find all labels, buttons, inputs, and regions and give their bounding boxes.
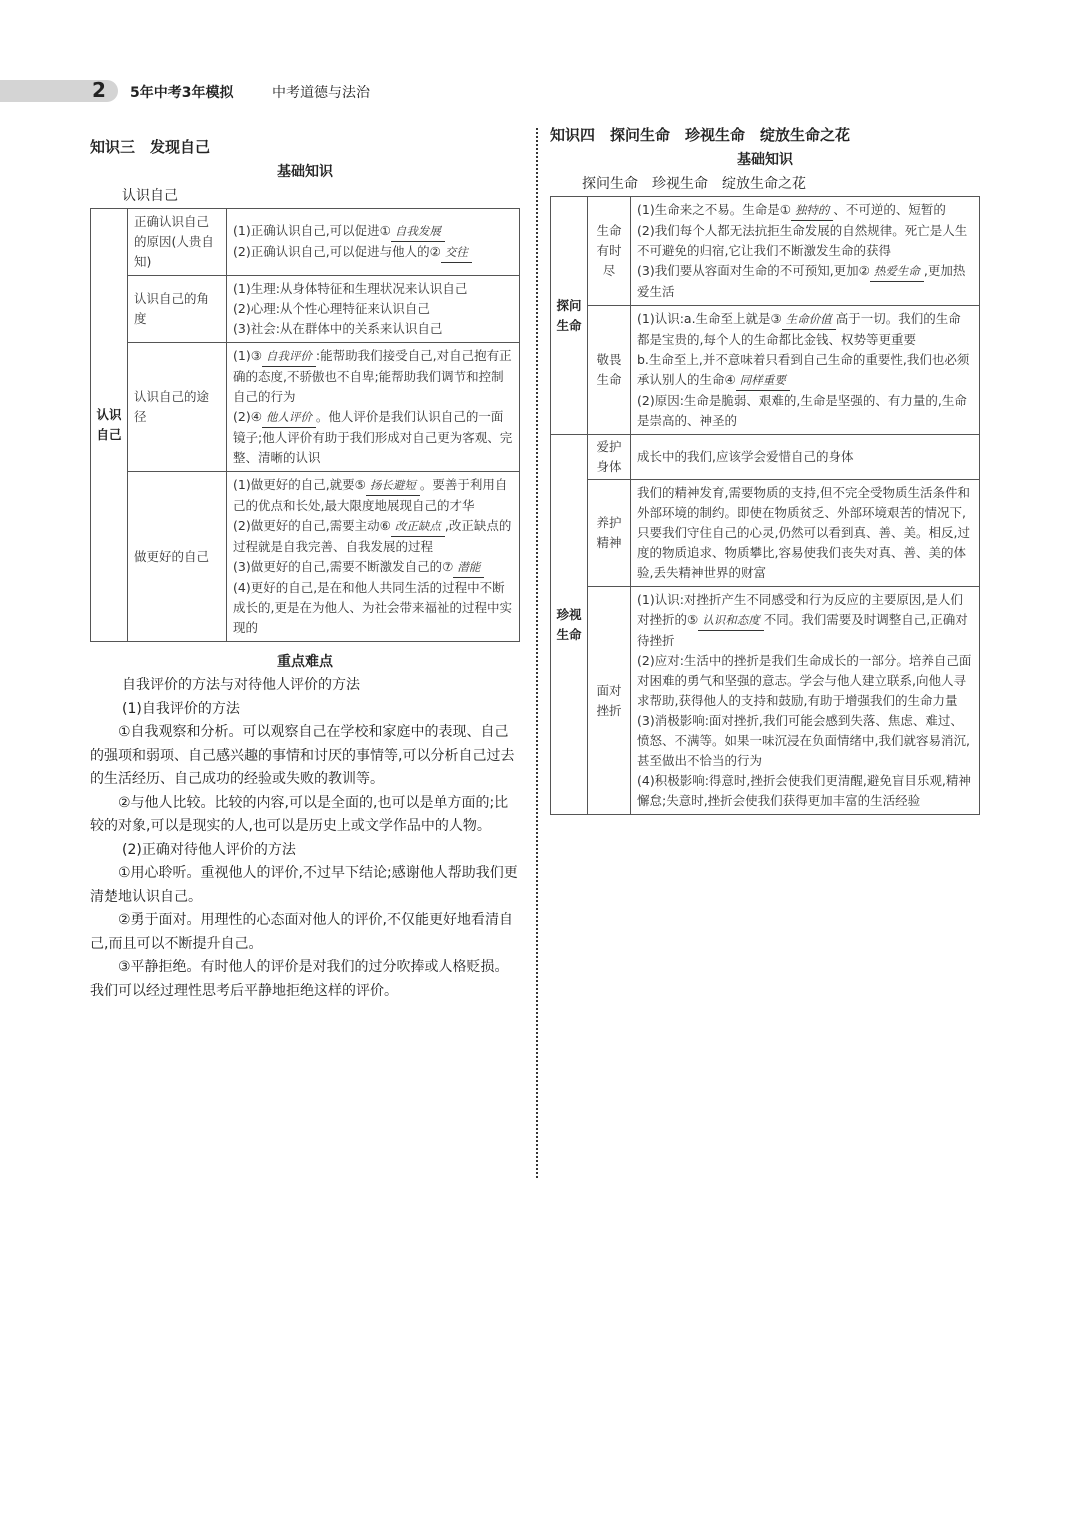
row-topic: 面对挫折 [588,587,631,815]
table-line [637,483,973,583]
line-text: (2)心理:从个性心理特征来认识自己 [233,301,430,316]
row-topic: 敬畏生命 [588,306,631,435]
paragraph: 自我评价的方法与对待他人评价的方法 [122,677,360,693]
line-text: :能帮助我们接受自己,对自己抱有正确的态度,不骄傲也不自卑;能帮助我们调节和控制自己的行为 [233,348,512,404]
table-line [233,557,513,578]
row-topic: 正确认识自己的原因(人贵自知) [128,209,227,276]
row-content [227,472,520,642]
row-content [631,435,980,480]
table-row [91,276,520,343]
table-line [637,447,973,467]
answer-blank: 自我发展 [391,221,445,242]
table-row [551,435,980,480]
line-text: (2)④ [233,409,262,424]
table-line [233,407,513,468]
row-topic: 认识自己的途径 [128,343,227,472]
row-content [631,306,980,435]
knowledge-table [550,196,980,815]
line-text: (4)积极影响:得意时,挫折会使我们更清醒,避免盲目乐观,精神懈怠;失意时,挫折会使我们获得更加丰富的生活经验 [637,773,971,808]
knowledge-table [90,208,520,642]
line-text: (1)做更好的自己,就要⑤ [233,477,366,492]
table-row [551,587,980,815]
table-line [637,711,973,771]
row-content [227,343,520,472]
table-line [233,578,513,638]
answer-blank: 热爱生命 [870,261,924,282]
answer-blank: 交往 [441,242,472,263]
table-line [637,200,973,221]
line-text: 高于一切。我们的生命都是宝贵的,每个人的生命都比金钱、权势等更重要 [637,311,961,347]
line-text: (3)做更好的自己,需要不断激发自己的⑦ [233,559,454,574]
line-text: (1)生理:从身体特征和生理状况来认识自己 [233,281,468,296]
line-text: 。他人评价是我们认识自己的一面镜子;他人评价有助于我们形成对自己更为客观、完整、清晰的认识 [233,409,513,465]
line-text: 、不可逆的、短暂的 [833,202,946,217]
paragraph: (2)正确对待他人评价的方法 [122,841,296,858]
table-line [637,350,973,391]
table-line [233,516,513,557]
line-text: (3)社会:从在群体中的关系来认识自己 [233,321,443,336]
section-title: 知识四 探问生命 珍视生命 绽放生命之花 [550,126,851,144]
answer-blank: 潜能 [453,557,484,578]
topic-intro: 认识自己 [122,188,178,204]
paragraph: ①自我观察和分析。可以观察自己在学校和家庭中的表现、自己的强项和弱项、自己感兴趣的事情和讨厌的事情等,可以分析自己过去的生活经历、自己成功的经验或失败的教训等。 [90,724,515,787]
basic-knowledge-title: 基础知识 [277,164,333,180]
line-text: (3)消极影响:面对挫折,我们可能会感到失落、焦虑、难过、愤怒、不满等。如果一味沉浸在负面情绪中,我们就容易消沉,甚至做出不恰当的行为 [637,713,970,768]
topic-intro: 探问生命 珍视生命 绽放生命之花 [582,176,806,192]
line-text: (1)生命来之不易。生命是① [637,202,791,217]
group-label: 探问生命 [551,197,588,435]
table-line [637,221,973,261]
line-text: (1)认识:a.生命至上就是③ [637,311,782,326]
row-topic: 认识自己的角度 [128,276,227,343]
answer-blank: 改正缺点 [391,516,445,537]
row-content [227,276,520,343]
row-content [631,197,980,306]
group-label: 认识自己 [91,209,128,642]
table-line [233,475,513,516]
answer-blank: 独特的 [791,200,834,221]
table-line [233,242,513,263]
table-line [233,299,513,319]
table-row [91,472,520,642]
answer-blank: 认识和态度 [698,610,764,631]
line-text: (1)③ [233,348,262,363]
line-text: 。要善于利用自己的优点和长处,最大限度地展现自己的才华 [233,477,508,513]
paragraph: ②勇于面对。用理性的心态面对他人的评价,不仅能更好地看清自己,而且可以不断提升自己。 [90,912,513,952]
row-content [227,209,520,276]
table-row [91,343,520,472]
line-text: (1)正确认识自己,可以促进① [233,223,391,238]
answer-blank: 生命价值 [782,309,836,330]
row-topic: 做更好的自己 [128,472,227,642]
paragraph: (1)自我评价的方法 [122,700,240,717]
table-line [637,309,973,350]
table-line [233,346,513,407]
table-line [637,771,973,811]
table-line [233,319,513,339]
left-column [90,134,520,1003]
table-line [233,221,513,242]
table-line [637,590,973,651]
paragraph: ②与他人比较。比较的内容,可以是全面的,也可以是单方面的;比较的对象,可以是现实的人,也可以是历史上或文学作品中的人物。 [90,794,509,834]
right-column [550,122,980,815]
row-content [631,587,980,815]
line-text: (1)认识:对挫折产生不同感受和行为反应的主要原因,是人们对挫折的⑤ [637,592,963,627]
line-text: (2)正确认识自己,可以促进与他人的② [233,244,441,259]
line-text: b.生命至上,并不意味着只看到自己生命的重要性,我们也必须承认别人的生命④ [637,352,970,387]
table-row [551,306,980,435]
line-text: 我们的精神发育,需要物质的支持,但不完全受物质生活条件和外部环境的制约。即使在物质贫乏、外部环境艰苦的情况下,只要我们守住自己的心灵,仍然可以看到真、善、美。相反,过度的物质追求、物质攀比,容易使我们丧失对真、善、美的体验,丢失精神世界的财富 [637,485,970,580]
line-text: (3)我们要从容面对生命的不可预知,更加② [637,263,870,278]
answer-blank: 他人评价 [262,407,316,428]
table-row [551,480,980,587]
key-points-title: 重点难点 [277,654,333,670]
table-row [551,197,980,306]
paragraph: ③平静拒绝。有时他人的评价是对我们的过分吹捧或人格贬损。我们可以经过理性思考后平静地拒绝这样的评价。 [90,959,509,999]
paragraph: ①用心聆听。重视他人的评价,不过早下结论;感谢他人帮助我们更清楚地认识自己。 [90,865,518,905]
line-text: (4)更好的自己,是在和他人共同生活的过程中不断成长的,更是在为他人、为社会带来福祉的过程中实现的 [233,580,512,635]
line-text: ,改正缺点的过程就是自我完善、自我发展的过程 [233,518,512,554]
line-text: 不同。我们需要及时调整自己,正确对待挫折 [637,612,968,648]
line-text: 成长中的我们,应该学会爱惜自己的身体 [637,449,854,464]
answer-blank: 扬长避短 [366,475,420,496]
table-line [637,391,973,431]
section-title: 知识三 发现自己 [90,138,211,156]
table-line [637,261,973,302]
subject-title: 中考道德与法治 [272,85,370,101]
line-text: (2)做更好的自己,需要主动⑥ [233,518,391,533]
row-content [631,480,980,587]
answer-blank: 同样重要 [736,370,790,391]
group-label: 珍视生命 [551,435,588,815]
row-topic: 生命有时尽 [588,197,631,306]
basic-knowledge-title: 基础知识 [737,152,793,168]
page-number: 2 [92,78,106,102]
row-topic: 爱护身体 [588,435,631,480]
row-topic: 养护精神 [588,480,631,587]
key-points-body [90,674,520,1003]
line-text: (2)原因:生命是脆弱、艰难的,生命是坚强的、有力量的,生命是崇高的、神圣的 [637,393,967,428]
table-row [91,209,520,276]
column-divider [536,128,538,1178]
answer-blank: 自我评价 [262,346,316,367]
book-title: 5年中考3年模拟 [130,85,234,101]
table-line [637,651,973,711]
line-text: (2)我们每个人都无法抗拒生命发展的自然规律。死亡是人生不可避免的归宿,它让我们不断激发生命的获得 [637,223,968,258]
line-text: ,更加热爱生活 [637,263,966,299]
line-text: (2)应对:生活中的挫折是我们生命成长的一部分。培养自己面对困难的勇气和坚强的意志。学会与他人建立联系,向他人寻求帮助,获得他人的支持和鼓励,有助于增强我们的生命力量 [637,653,972,708]
table-line [233,279,513,299]
